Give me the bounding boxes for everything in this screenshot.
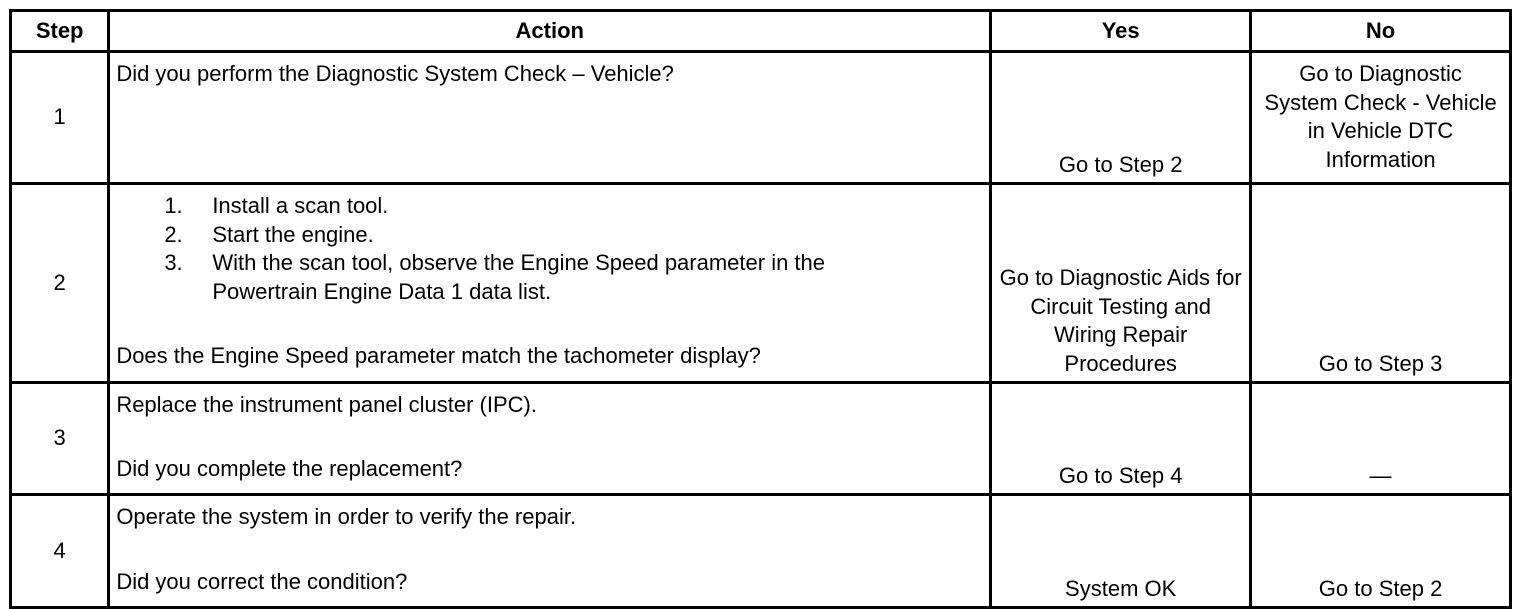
list-item-text: With the scan tool, observe the Engine Speed parameter in the Powertrain Engine Data 1 data list. — [212, 250, 826, 304]
yes-cell — [991, 495, 1251, 608]
no-cell — [1251, 383, 1511, 495]
action-cell — [109, 383, 991, 495]
no-cell — [1251, 52, 1511, 184]
yes-result: Go to Step 4 — [1058, 462, 1183, 488]
table-row — [11, 52, 1511, 184]
no-result: Go to Step 2 — [1318, 575, 1443, 601]
list-item-number: 2. — [164, 221, 183, 247]
action-text: Replace the instrument panel cluster (IPC). — [116, 392, 537, 417]
action-cell — [109, 52, 991, 184]
action-cell — [109, 184, 991, 383]
step-number: 1 — [11, 52, 109, 184]
action-question: Did you complete the replacement? — [116, 455, 463, 481]
list-item — [116, 249, 985, 306]
list-item-number: 1. — [164, 193, 183, 218]
header-step: Step — [11, 11, 109, 52]
step-number: 4 — [11, 495, 109, 608]
header-no: No — [1251, 11, 1511, 52]
step-number: 3 — [11, 383, 109, 495]
action-question: Did you correct the condition? — [116, 568, 408, 594]
no-cell — [1251, 184, 1511, 383]
action-steps-list — [116, 192, 985, 306]
table-row — [11, 184, 1511, 383]
list-item — [116, 221, 985, 250]
table-row — [11, 495, 1511, 608]
table-row — [11, 383, 1511, 495]
list-item-number: 3. — [164, 250, 183, 275]
yes-cell — [991, 184, 1251, 383]
no-result: Go to Step 3 — [1318, 350, 1443, 376]
diagnostic-table — [9, 9, 1512, 609]
list-item-text: Start the engine. — [212, 221, 374, 247]
yes-cell — [991, 383, 1251, 495]
table-header-row — [11, 11, 1511, 52]
action-text: Did you perform the Diagnostic System Check – Vehicle? — [116, 61, 674, 86]
list-item — [116, 192, 985, 221]
no-result: — — [1369, 462, 1392, 488]
header-yes: Yes — [991, 11, 1251, 52]
no-result: Go to Diagnostic System Check - Vehicle in Vehicle DTC Information — [1264, 61, 1497, 172]
no-cell — [1251, 495, 1511, 608]
header-action: Action — [109, 11, 991, 52]
yes-cell — [991, 52, 1251, 184]
action-text: Operate the system in order to verify the repair. — [116, 504, 577, 529]
action-question: Does the Engine Speed parameter match the tachometer display? — [116, 342, 761, 368]
action-cell — [109, 495, 991, 608]
yes-result: System OK — [1065, 575, 1177, 601]
yes-result: Go to Diagnostic Aids for Circuit Testing and Wiring Repair Procedures — [999, 265, 1242, 376]
step-number: 2 — [11, 184, 109, 383]
list-item-text: Install a scan tool. — [212, 193, 389, 218]
yes-result: Go to Step 2 — [1058, 151, 1183, 177]
